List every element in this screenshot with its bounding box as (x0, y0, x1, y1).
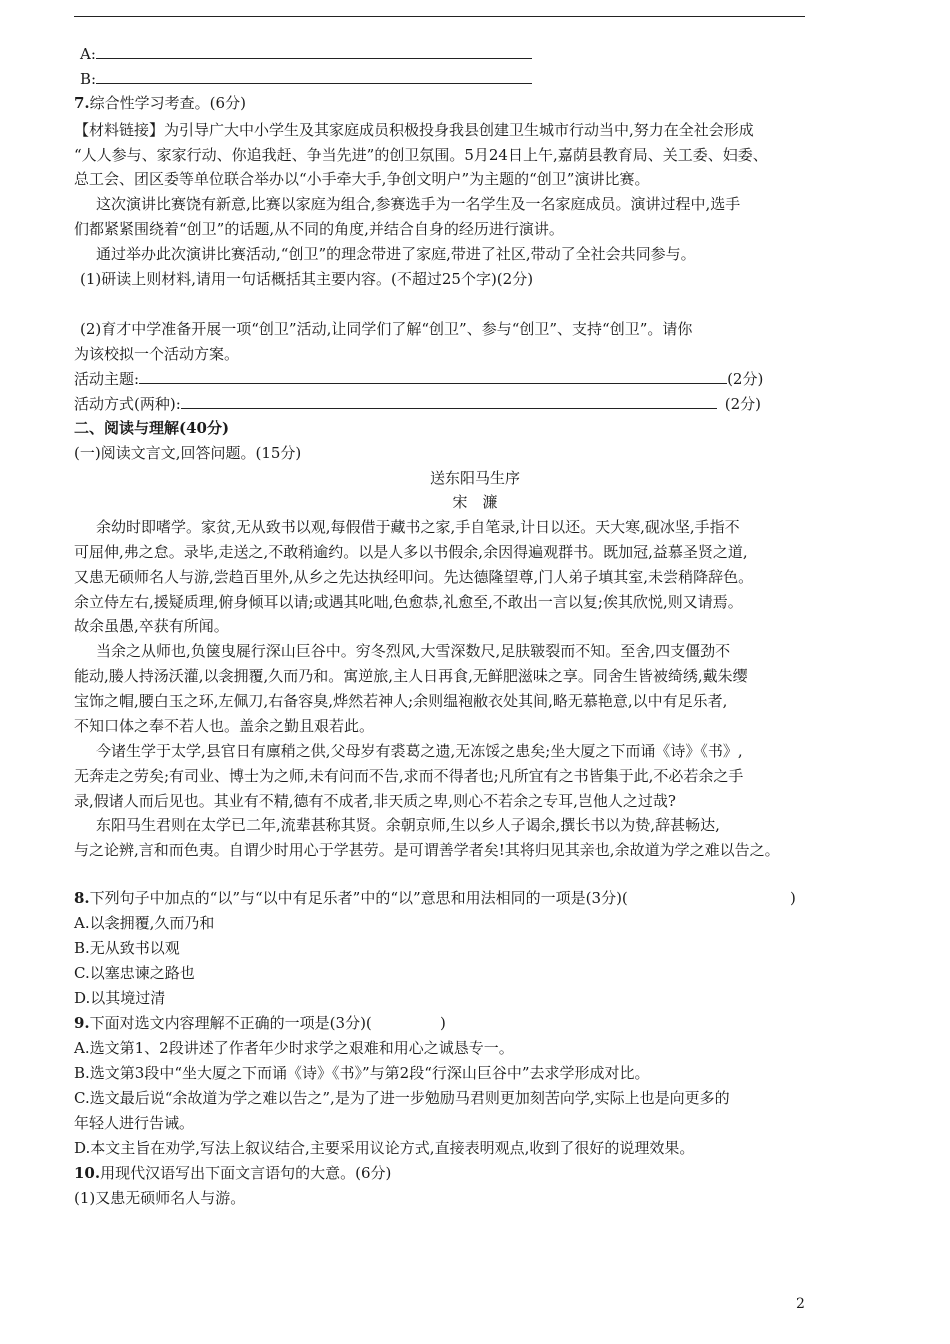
essay-title: 送东阳马生序 (429, 469, 520, 487)
q9-option: C.选文最后说“余故道为学之难以告之”,是为了进一步勉励马君则更加刻苦向学,实际上也是向更多的 (74, 1089, 730, 1107)
activity-theme-blank[interactable] (139, 367, 727, 384)
essay-line: 故余虽愚,卒获有所闻。 (74, 617, 229, 635)
q7-material-line: “人人参与、家家行动、你追我赶、争当先进”的创卫氛围。5月24日上午,嘉荫县教育局、关工委、妇委、 (74, 146, 768, 164)
q8-option: D.以其境过清 (74, 989, 166, 1007)
essay-line: 余幼时即嗜学。家贫,无从致书以观,每假借于藏书之家,手自笔录,计日以还。天大寒,砚冰坚,手指不 (96, 518, 740, 536)
answer-label-a: A: (80, 45, 96, 63)
q9-option: D.本文主旨在劝学,写法上叙议结合,主要采用议论方式,直接表明观点,收到了很好的说理效果。 (74, 1139, 695, 1157)
essay-line: 不知口体之奉不若人也。盖余之勤且艰若此。 (74, 717, 375, 735)
q10-stem (74, 1161, 814, 1185)
activity-theme-row (74, 367, 814, 391)
q8-answer-paren[interactable]: ) (790, 889, 796, 907)
essay-line: 可屈伸,弗之怠。录毕,走送之,不敢稍逾约。以是人多以书假余,余因得遍观群书。既加冠,益慕圣贤之道, (74, 543, 748, 561)
essay-line: 录,假诸人而后见也。其业有不精,德有不成者,非天质之卑,则心不若余之专耳,岂他人之过哉? (74, 792, 676, 810)
essay-line: 余立侍左右,援疑质理,俯身倾耳以请;或遇其叱咄,色愈恭,礼愈至,不敢出一言以复;俟其欣悦,则又请焉。 (74, 593, 743, 611)
q7-number: 7. (74, 94, 90, 112)
q7-material-line: 通过举办此次演讲比赛活动,“创卫”的理念带进了家庭,带进了社区,带动了全社会共同参与。 (96, 245, 696, 263)
q8-option: B.无从致书以观 (74, 939, 180, 957)
q7-heading (74, 91, 814, 115)
essay-line: 无奔走之劳矣;有司业、博士为之师,未有问而不告,求而不得者也;凡所宜有之书皆集于此,不必若余之手 (74, 767, 744, 785)
answer-line-a (80, 42, 820, 66)
q10-number: 10. (74, 1164, 101, 1182)
essay-line: 能动,媵人持汤沃灌,以衾拥覆,久而乃和。寓逆旅,主人日再食,无鲜肥滋味之享。同舍生皆被绮绣,戴朱缨 (74, 667, 748, 685)
q7-material-line: 【材料链接】为引导广大中小学生及其家庭成员积极投身我县创建卫生城市行动当中,努力在全社会形成 (74, 121, 754, 139)
q7-sub1: (1)研读上则材料,请用一句话概括其主要内容。(不超过25个字)(2分) (80, 270, 534, 288)
q10-text: 用现代汉语写出下面文言语句的大意。(6分) (100, 1164, 392, 1182)
activity-method-label: 活动方式(两种): (74, 395, 181, 413)
essay-line: 又患无硕师名人与游,尝趋百里外,从乡之先达执经叩问。先达德隆望尊,门人弟子填其室,未尝稍降辞色。 (74, 568, 754, 586)
q7-material-line: 们都紧紧围绕着“创卫”的话题,从不同的角度,并结合自身的经历进行演讲。 (74, 220, 564, 238)
q9-number: 9. (74, 1014, 90, 1032)
answer-blank-b[interactable] (96, 67, 532, 84)
essay-line: 今诸生学于太学,县官日有廪稍之供,父母岁有裘葛之遗,无冻馁之患矣;坐大厦之下而诵《诗》《书》, (96, 742, 743, 760)
q9-answer-paren[interactable]: ) (440, 1014, 446, 1032)
q7-title: 综合性学习考查。(6分) (89, 94, 246, 112)
q7-material-line: 这次演讲比赛饶有新意,比赛以家庭为组合,参赛选手为一名学生及一名家庭成员。演讲过程中,选手 (96, 195, 741, 213)
answer-label-b: B: (80, 70, 97, 88)
q9-text: 下面对选文内容理解不正确的一项是(3分)( (89, 1014, 372, 1032)
q8-stem (74, 886, 814, 910)
q10-sub1: (1)又患无硕师名人与游。 (74, 1189, 246, 1207)
q7-sub2-line2: 为该校拟一个活动方案。 (74, 345, 240, 363)
essay-line: 当余之从师也,负箧曳屣行深山巨谷中。穷冬烈风,大雪深数尺,足肤皲裂而不知。至舍,四支僵劲不 (96, 642, 731, 660)
header-rule (74, 16, 805, 17)
essay-line: 东阳马生君则在太学已二年,流辈甚称其贤。余朝京师,生以乡人子谒余,撰长书以为贽,辞甚畅达, (96, 816, 720, 834)
activity-method-blank[interactable] (181, 392, 717, 409)
page-number: 2 (796, 1296, 805, 1312)
q8-option: C.以塞忠谏之路也 (74, 964, 195, 982)
section-heading: 二、阅读与理解(40分) (74, 419, 230, 437)
answer-blank-a[interactable] (96, 42, 532, 59)
activity-method-score: (2分) (724, 395, 762, 413)
essay-author: 宋 濂 (452, 493, 498, 511)
activity-method-row (74, 392, 814, 416)
answer-line-b (80, 67, 820, 91)
q7-material-line: 总工会、团区委等单位联合举办以“小手牵大手,争创文明户”为主题的“创卫”演讲比赛。 (74, 170, 650, 188)
essay-line: 宝饰之帽,腰白玉之环,左佩刀,右备容臭,烨然若神人;余则缊袍敝衣处其间,略无慕艳意,以中有足乐者, (74, 692, 728, 710)
q8-text: 下列句子中加点的“以”与“以中有足乐者”中的“以”意思和用法相同的一项是(3分)( (89, 889, 628, 907)
q9-option: A.选文第1、2段讲述了作者年少时求学之艰难和用心之诚恳专一。 (74, 1039, 514, 1057)
activity-theme-score: (2分) (727, 370, 764, 388)
essay-line: 与之论辨,言和而色夷。自谓少时用心于学甚劳。是可谓善学者矣!其将归见其亲也,余故道为学之难以告之。 (74, 841, 780, 859)
q9-option: 年轻人进行告诫。 (74, 1114, 195, 1132)
q9-option: B.选文第3段中“坐大厦之下而诵《诗》《书》”与第2段“行深山巨谷中”去求学形成对比。 (74, 1064, 650, 1082)
q8-number: 8. (74, 889, 90, 907)
activity-theme-label: 活动主题: (74, 370, 140, 388)
part-heading: (一)阅读文言文,回答问题。(15分) (74, 444, 302, 462)
q7-sub2-line1: (2)育才中学准备开展一项“创卫”活动,让同学们了解“创卫”、参与“创卫”、支持“创卫”。请你 (80, 320, 693, 338)
q8-option: A.以衾拥覆,久而乃和 (74, 914, 215, 932)
